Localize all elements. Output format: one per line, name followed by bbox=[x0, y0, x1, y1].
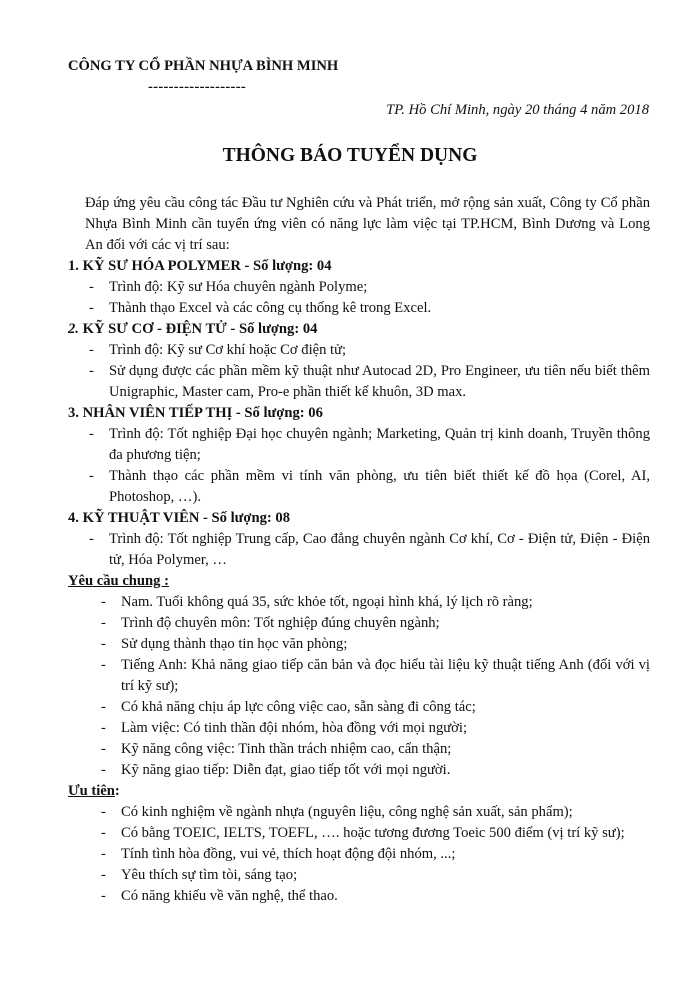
position-requirements bbox=[68, 340, 650, 403]
company-name: CÔNG TY CỔ PHẦN NHỰA BÌNH MINH bbox=[68, 58, 339, 74]
list-item-text: Tính tình hòa đồng, vui vẻ, thích hoạt động đội nhóm, ...; bbox=[121, 846, 456, 862]
list-item-text: Có năng khiếu về văn nghệ, thể thao. bbox=[121, 888, 338, 904]
dash-bullet: - bbox=[101, 657, 106, 673]
dash-bullet: - bbox=[89, 468, 94, 484]
dash-bullet: - bbox=[101, 762, 106, 778]
dash-bullet: - bbox=[89, 363, 94, 379]
list-item bbox=[68, 886, 650, 907]
dash-bullet: - bbox=[101, 699, 106, 715]
list-item-text: Trình độ chuyên môn: Tốt nghiệp đúng chuyên ngành; bbox=[121, 615, 440, 631]
position-heading bbox=[68, 403, 650, 424]
list-item-text: Sử dụng thành thạo tin học văn phòng; bbox=[121, 636, 348, 652]
position-heading bbox=[68, 319, 650, 340]
list-item-text: Trình độ: Tốt nghiệp Đại học chuyên ngành; Marketing, Quản trị kinh doanh, Truyền thông đa phương tiện; bbox=[109, 426, 650, 463]
priority-heading bbox=[68, 781, 650, 802]
list-item bbox=[68, 634, 650, 655]
dash-bullet: - bbox=[101, 846, 106, 862]
list-item bbox=[68, 865, 650, 886]
list-item bbox=[68, 739, 650, 760]
list-item bbox=[68, 361, 650, 403]
list-item bbox=[68, 466, 650, 508]
list-item bbox=[68, 697, 650, 718]
position-number: 2. bbox=[68, 321, 79, 337]
dash-bullet: - bbox=[101, 636, 106, 652]
list-item-text: Thành thạo các phần mềm vi tính văn phòng, ưu tiên biết thiết kế đồ họa (Corel, AI, Photoshop, …). bbox=[109, 468, 650, 505]
list-item-text: Nam. Tuổi không quá 35, sức khỏe tốt, ngoại hình khá, lý lịch rõ ràng; bbox=[121, 594, 533, 610]
list-item bbox=[68, 718, 650, 739]
position-title: KỸ SƯ CƠ - ĐIỆN TỬ - Số lượng: 04 bbox=[82, 321, 318, 337]
dash-bullet: - bbox=[89, 426, 94, 442]
header-divider: ------------------- bbox=[148, 79, 247, 95]
position-requirements bbox=[68, 424, 650, 508]
position-title: KỸ THUẬT VIÊN - Số lượng: 08 bbox=[82, 510, 291, 526]
document-body bbox=[68, 193, 650, 907]
dash-bullet: - bbox=[89, 279, 94, 295]
position-number: 4. bbox=[68, 510, 79, 526]
list-item-text: Trình độ: Tốt nghiệp Trung cấp, Cao đẳng chuyên ngành Cơ khí, Cơ - Điện tử, Điện - Điện tử, Hóa Polymer, … bbox=[109, 531, 650, 568]
position-requirements bbox=[68, 529, 650, 571]
list-item-text: Tiếng Anh: Khả năng giao tiếp căn bản và đọc hiểu tài liệu kỹ thuật tiếng Anh (đối với vị trí kỹ sư); bbox=[121, 657, 650, 694]
list-item bbox=[68, 424, 650, 466]
position-heading bbox=[68, 256, 650, 277]
position-title: NHÂN VIÊN TIẾP THỊ - Số lượng: 06 bbox=[82, 405, 323, 421]
position-number: 1. bbox=[68, 258, 79, 274]
dash-bullet: - bbox=[89, 531, 94, 547]
position-heading bbox=[68, 508, 650, 529]
list-item bbox=[68, 592, 650, 613]
priority-list bbox=[68, 802, 650, 907]
dash-bullet: - bbox=[101, 741, 106, 757]
date-line: TP. Hồ Chí Minh, ngày 20 tháng 4 năm 2018 bbox=[386, 102, 649, 118]
list-item-text: Có kinh nghiệm về ngành nhựa (nguyên liệu, công nghệ sản xuất, sản phẩm); bbox=[121, 804, 573, 820]
list-item bbox=[68, 823, 650, 844]
list-item bbox=[68, 298, 650, 319]
general-requirements-list bbox=[68, 592, 650, 781]
list-item-text: Kỹ năng công việc: Tinh thần trách nhiệm cao, cẩn thận; bbox=[121, 741, 452, 757]
dash-bullet: - bbox=[101, 615, 106, 631]
dash-bullet: - bbox=[101, 888, 106, 904]
list-item bbox=[68, 844, 650, 865]
list-item-text: Yêu thích sự tìm tòi, sáng tạo; bbox=[121, 867, 298, 883]
list-item bbox=[68, 655, 650, 697]
position-title: KỸ SƯ HÓA POLYMER - Số lượng: 04 bbox=[82, 258, 332, 274]
document-title: THÔNG BÁO TUYỂN DỤNG bbox=[222, 145, 478, 166]
list-item bbox=[68, 340, 650, 361]
list-item-text: Sử dụng được các phần mềm kỹ thuật như Autocad 2D, Pro Engineer, ưu tiên nếu biết thêm Unigraphic, Master cam, Pro-e phần thiết kế khuôn, 3D max. bbox=[109, 363, 650, 400]
list-item bbox=[68, 529, 650, 571]
position-number: 3. bbox=[68, 405, 79, 421]
list-item-text: Có khả năng chịu áp lực công việc cao, sẵn sàng đi công tác; bbox=[121, 699, 476, 715]
list-item bbox=[68, 613, 650, 634]
dash-bullet: - bbox=[101, 720, 106, 736]
list-item-text: Kỹ năng giao tiếp: Diễn đạt, giao tiếp tốt với mọi người. bbox=[121, 762, 451, 778]
dash-bullet: - bbox=[89, 342, 94, 358]
list-item-text: Trình độ: Kỹ sư Hóa chuyên ngành Polyme; bbox=[109, 279, 368, 295]
list-item-text: Thành thạo Excel và các công cụ thống kê trong Excel. bbox=[109, 300, 432, 316]
list-item-text: Làm việc: Có tinh thần đội nhóm, hòa đồng với mọi người; bbox=[121, 720, 467, 736]
intro-paragraph: Đáp ứng yêu cầu công tác Đầu tư Nghiên cứu và Phát triển, mở rộng sản xuất, Công ty Cổ phần Nhựa Bình Minh cần tuyển ứng viên có năng lực làm việc tại TP.HCM, Bình Dương và Long An đối với các vị trí sau: bbox=[85, 195, 650, 253]
dash-bullet: - bbox=[101, 867, 106, 883]
general-requirements-heading: Yêu cầu chung : bbox=[68, 573, 169, 589]
list-item-text: Có bằng TOEIC, IELTS, TOEFL, …. hoặc tương đương Toeic 500 điểm (vị trí kỹ sư); bbox=[121, 825, 625, 841]
list-item bbox=[68, 802, 650, 823]
priority-heading-text: Ưu tiên bbox=[68, 783, 115, 799]
position-requirements bbox=[68, 277, 650, 319]
dash-bullet: - bbox=[101, 825, 106, 841]
list-item bbox=[68, 277, 650, 298]
priority-heading-colon: : bbox=[114, 783, 120, 799]
dash-bullet: - bbox=[101, 594, 106, 610]
dash-bullet: - bbox=[101, 804, 106, 820]
dash-bullet: - bbox=[89, 300, 94, 316]
list-item bbox=[68, 760, 650, 781]
list-item-text: Trình độ: Kỹ sư Cơ khí hoặc Cơ điện tử; bbox=[109, 342, 347, 358]
